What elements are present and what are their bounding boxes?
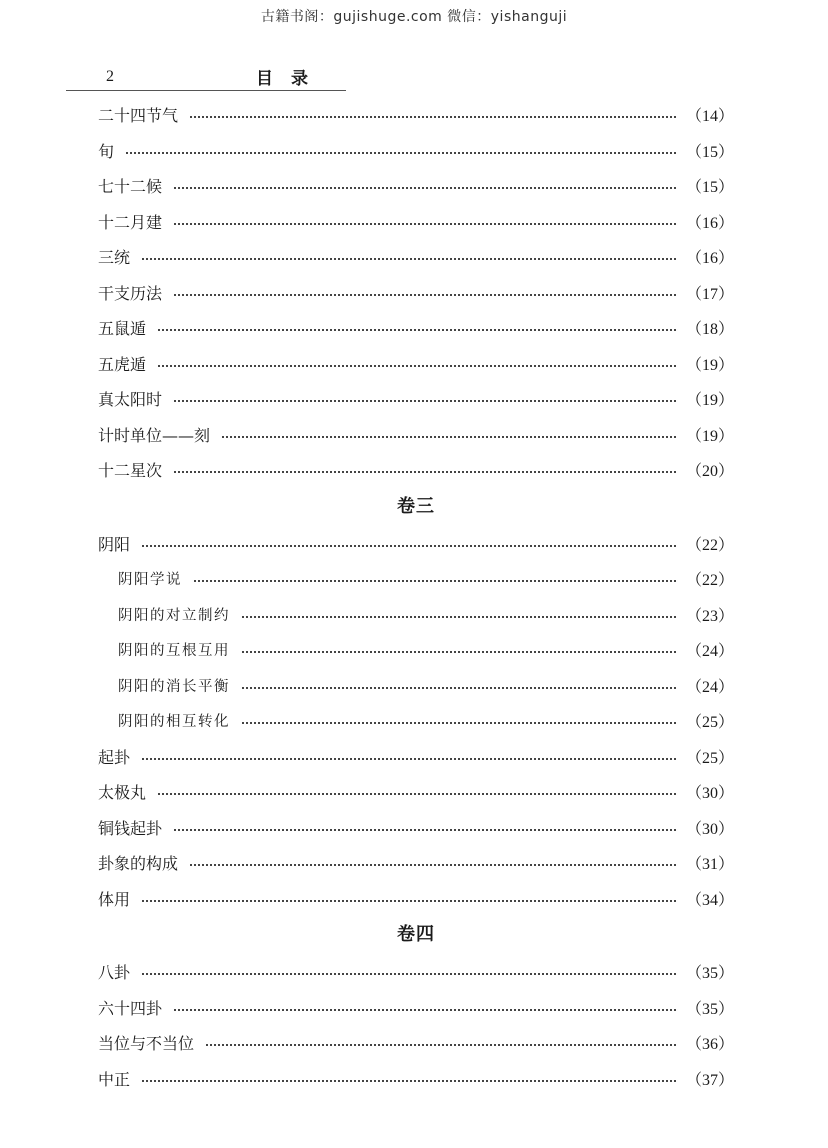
toc-entry-title: 卦象的构成	[98, 854, 179, 874]
toc-page-number: （22）	[685, 572, 734, 590]
site-watermark: 古籍书阁：gujishuge.com 微信：yishanguji	[260, 9, 568, 25]
toc-page-number: （15）	[685, 179, 734, 197]
toc-page-number: （16）	[685, 250, 734, 268]
toc-page-number: （36）	[685, 1036, 734, 1054]
dot-leader	[126, 151, 676, 154]
toc-entry-title: 十二月建	[98, 212, 163, 232]
running-head-title: 目录	[256, 69, 326, 89]
toc-entry[interactable]	[98, 204, 734, 240]
toc-subentry[interactable]	[98, 561, 734, 597]
toc-entry[interactable]	[98, 1025, 734, 1061]
toc-page-number: （19）	[685, 392, 734, 410]
dot-leader	[158, 328, 676, 331]
toc-entry-title: 三统	[98, 248, 131, 268]
toc-page-number: （30）	[685, 820, 734, 838]
toc-entry-title: 中正	[98, 1069, 131, 1089]
toc-entry-title: 真太阳时	[98, 390, 163, 410]
toc-page-number: （15）	[685, 143, 734, 161]
toc-page-number: （30）	[685, 785, 734, 803]
dot-leader	[142, 257, 676, 260]
toc-page-number: （37）	[685, 1071, 734, 1089]
dot-leader	[242, 650, 676, 653]
toc-entry-title: 十二星次	[98, 461, 163, 481]
dot-leader	[190, 863, 676, 866]
toc-entry[interactable]	[98, 310, 734, 346]
toc-entry[interactable]	[98, 739, 734, 775]
toc-entry-title: 阴阳的消长平衡	[118, 678, 230, 695]
toc-entry-title: 当位与不当位	[98, 1034, 195, 1054]
table-of-contents	[98, 97, 734, 1096]
dot-leader	[222, 435, 676, 438]
toc-entry[interactable]	[98, 417, 734, 453]
toc-page-number: （34）	[685, 891, 734, 909]
toc-entry[interactable]	[98, 954, 734, 990]
dot-leader	[174, 399, 676, 402]
toc-page-number: （22）	[685, 536, 734, 554]
toc-subentry[interactable]	[98, 668, 734, 704]
dot-leader	[142, 544, 676, 547]
toc-entry-title: 阴阳学说	[118, 572, 182, 589]
toc-entry-title: 阴阳	[98, 534, 131, 554]
toc-entry-title: 干支历法	[98, 283, 163, 303]
toc-subentry[interactable]	[98, 703, 734, 739]
toc-entry[interactable]	[98, 97, 734, 133]
dot-leader	[174, 293, 676, 296]
dot-leader	[158, 792, 676, 795]
toc-entry-title: 起卦	[98, 747, 131, 767]
toc-entry[interactable]	[98, 133, 734, 169]
toc-entry-title: 二十四节气	[98, 106, 179, 126]
section-heading: 卷三	[397, 495, 435, 517]
dot-leader	[194, 579, 676, 582]
toc-page-number: （19）	[685, 427, 734, 445]
toc-entry-title: 五鼠遁	[98, 319, 147, 339]
toc-entry[interactable]	[98, 452, 734, 488]
dot-leader	[158, 364, 676, 367]
page-number: 2	[106, 68, 114, 85]
toc-page-number: （23）	[685, 607, 734, 625]
toc-entry-title: 八卦	[98, 963, 131, 983]
toc-page-number: （20）	[685, 463, 734, 481]
dot-leader	[242, 721, 676, 724]
toc-entry-title: 五虎遁	[98, 354, 147, 374]
toc-entry-title: 七十二候	[98, 177, 163, 197]
toc-entry-title: 太极丸	[98, 783, 147, 803]
toc-page-number: （16）	[685, 214, 734, 232]
dot-leader	[242, 615, 676, 618]
dot-leader	[174, 186, 676, 189]
dot-leader	[174, 1008, 676, 1011]
dot-leader	[142, 1079, 676, 1082]
toc-entry[interactable]	[98, 275, 734, 311]
toc-entry[interactable]	[98, 845, 734, 881]
dot-leader	[142, 972, 676, 975]
dot-leader	[142, 757, 676, 760]
toc-entry-title: 体用	[98, 889, 131, 909]
toc-subentry[interactable]	[98, 597, 734, 633]
toc-page-number: （25）	[685, 749, 734, 767]
toc-page-number: （35）	[685, 965, 734, 983]
dot-leader	[142, 899, 676, 902]
toc-entry[interactable]	[98, 239, 734, 275]
toc-entry-title: 六十四卦	[98, 998, 163, 1018]
toc-entry-title: 阴阳的互根互用	[118, 643, 230, 660]
toc-page-number: （18）	[685, 321, 734, 339]
toc-page-number: （35）	[685, 1000, 734, 1018]
toc-page-number: （24）	[685, 643, 734, 661]
toc-page-number: （24）	[685, 678, 734, 696]
toc-entry-title: 阴阳的对立制约	[118, 607, 230, 624]
toc-entry[interactable]	[98, 381, 734, 417]
toc-entry[interactable]	[98, 774, 734, 810]
toc-entry[interactable]	[98, 526, 734, 562]
toc-page-number: （31）	[685, 856, 734, 874]
toc-entry[interactable]	[98, 346, 734, 382]
toc-entry[interactable]	[98, 881, 734, 917]
toc-entry[interactable]	[98, 1061, 734, 1097]
dot-leader	[174, 828, 676, 831]
toc-entry[interactable]	[98, 168, 734, 204]
toc-entry[interactable]	[98, 810, 734, 846]
toc-entry[interactable]	[98, 990, 734, 1026]
dot-leader	[190, 115, 676, 118]
toc-page-number: （14）	[685, 108, 734, 126]
toc-entry-title: 计时单位——刻	[98, 425, 211, 445]
section-heading: 卷四	[397, 924, 435, 945]
toc-entry-title: 阴阳的相互转化	[118, 714, 230, 731]
toc-page-number: （17）	[685, 285, 734, 303]
toc-page-number: （25）	[685, 714, 734, 732]
running-head	[66, 64, 346, 91]
dot-leader	[242, 686, 676, 689]
dot-leader	[206, 1043, 676, 1046]
toc-subentry[interactable]	[98, 632, 734, 668]
dot-leader	[174, 470, 676, 473]
toc-entry-title: 铜钱起卦	[98, 818, 163, 838]
toc-page-number: （19）	[685, 356, 734, 374]
dot-leader	[174, 222, 676, 225]
toc-entry-title: 旬	[98, 141, 115, 161]
